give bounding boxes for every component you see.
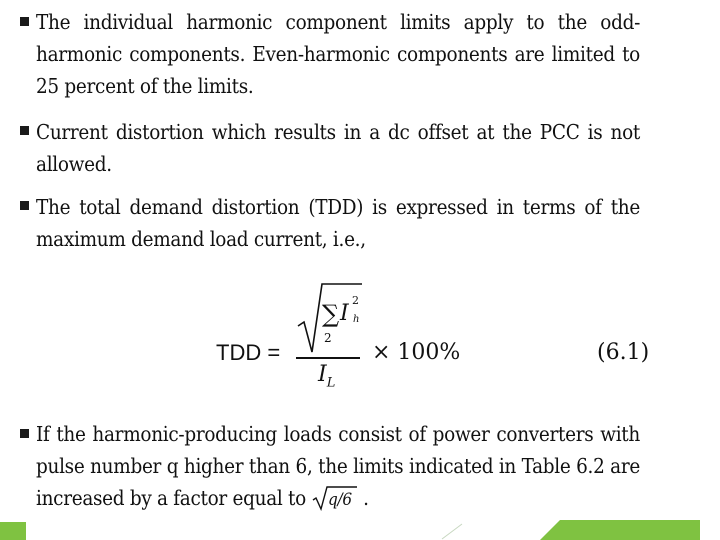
paragraph-tdd-definition: The total demand distortion (TDD) is expressed in terms of the maximum demand load current, i.e.,	[36, 195, 640, 251]
decorative-line	[440, 522, 464, 540]
denominator-var: I	[318, 362, 327, 387]
paragraph-power-converters	[36, 418, 640, 514]
equation-times: × 100%	[372, 340, 461, 365]
numerator-var: I	[340, 301, 349, 326]
bullet-marker	[20, 126, 29, 135]
sentence-end: .	[363, 486, 369, 510]
numerator-sub: h	[353, 314, 360, 325]
summation-symbol: ∑	[322, 300, 340, 328]
sqrt-factor	[312, 485, 358, 511]
fraction-bar	[296, 357, 360, 359]
green-accent-right	[540, 520, 700, 540]
summation-lower: 2	[324, 331, 332, 345]
bullet-marker	[20, 17, 29, 26]
equation-denominator	[318, 362, 335, 390]
bullet-marker	[20, 201, 29, 210]
paragraph-dc-offset: Current distortion which results in a dc offset at the PCC is not allowed.	[36, 120, 640, 176]
bullet-marker	[20, 429, 29, 438]
denominator-sub: L	[326, 375, 336, 391]
equation-numerator	[296, 282, 366, 362]
svg-text:q/6: q/6	[327, 490, 352, 510]
paragraph-odd-harmonic-limits: The individual harmonic component limits apply to the odd-harmonic components. Even-harmonic components are limited to 25 percent of the limits.	[36, 10, 640, 98]
equation-number: (6.1)	[597, 340, 650, 365]
equation-lhs: TDD =	[216, 340, 281, 365]
numerator-sup: 2	[352, 294, 359, 307]
green-accent-left	[0, 522, 26, 540]
paragraph-power-converters-text: If the harmonic-producing loads consist of power converters with pulse number q higher than 6, the limits indicated in Table 6.2 are increased by a factor equal to	[36, 422, 640, 510]
